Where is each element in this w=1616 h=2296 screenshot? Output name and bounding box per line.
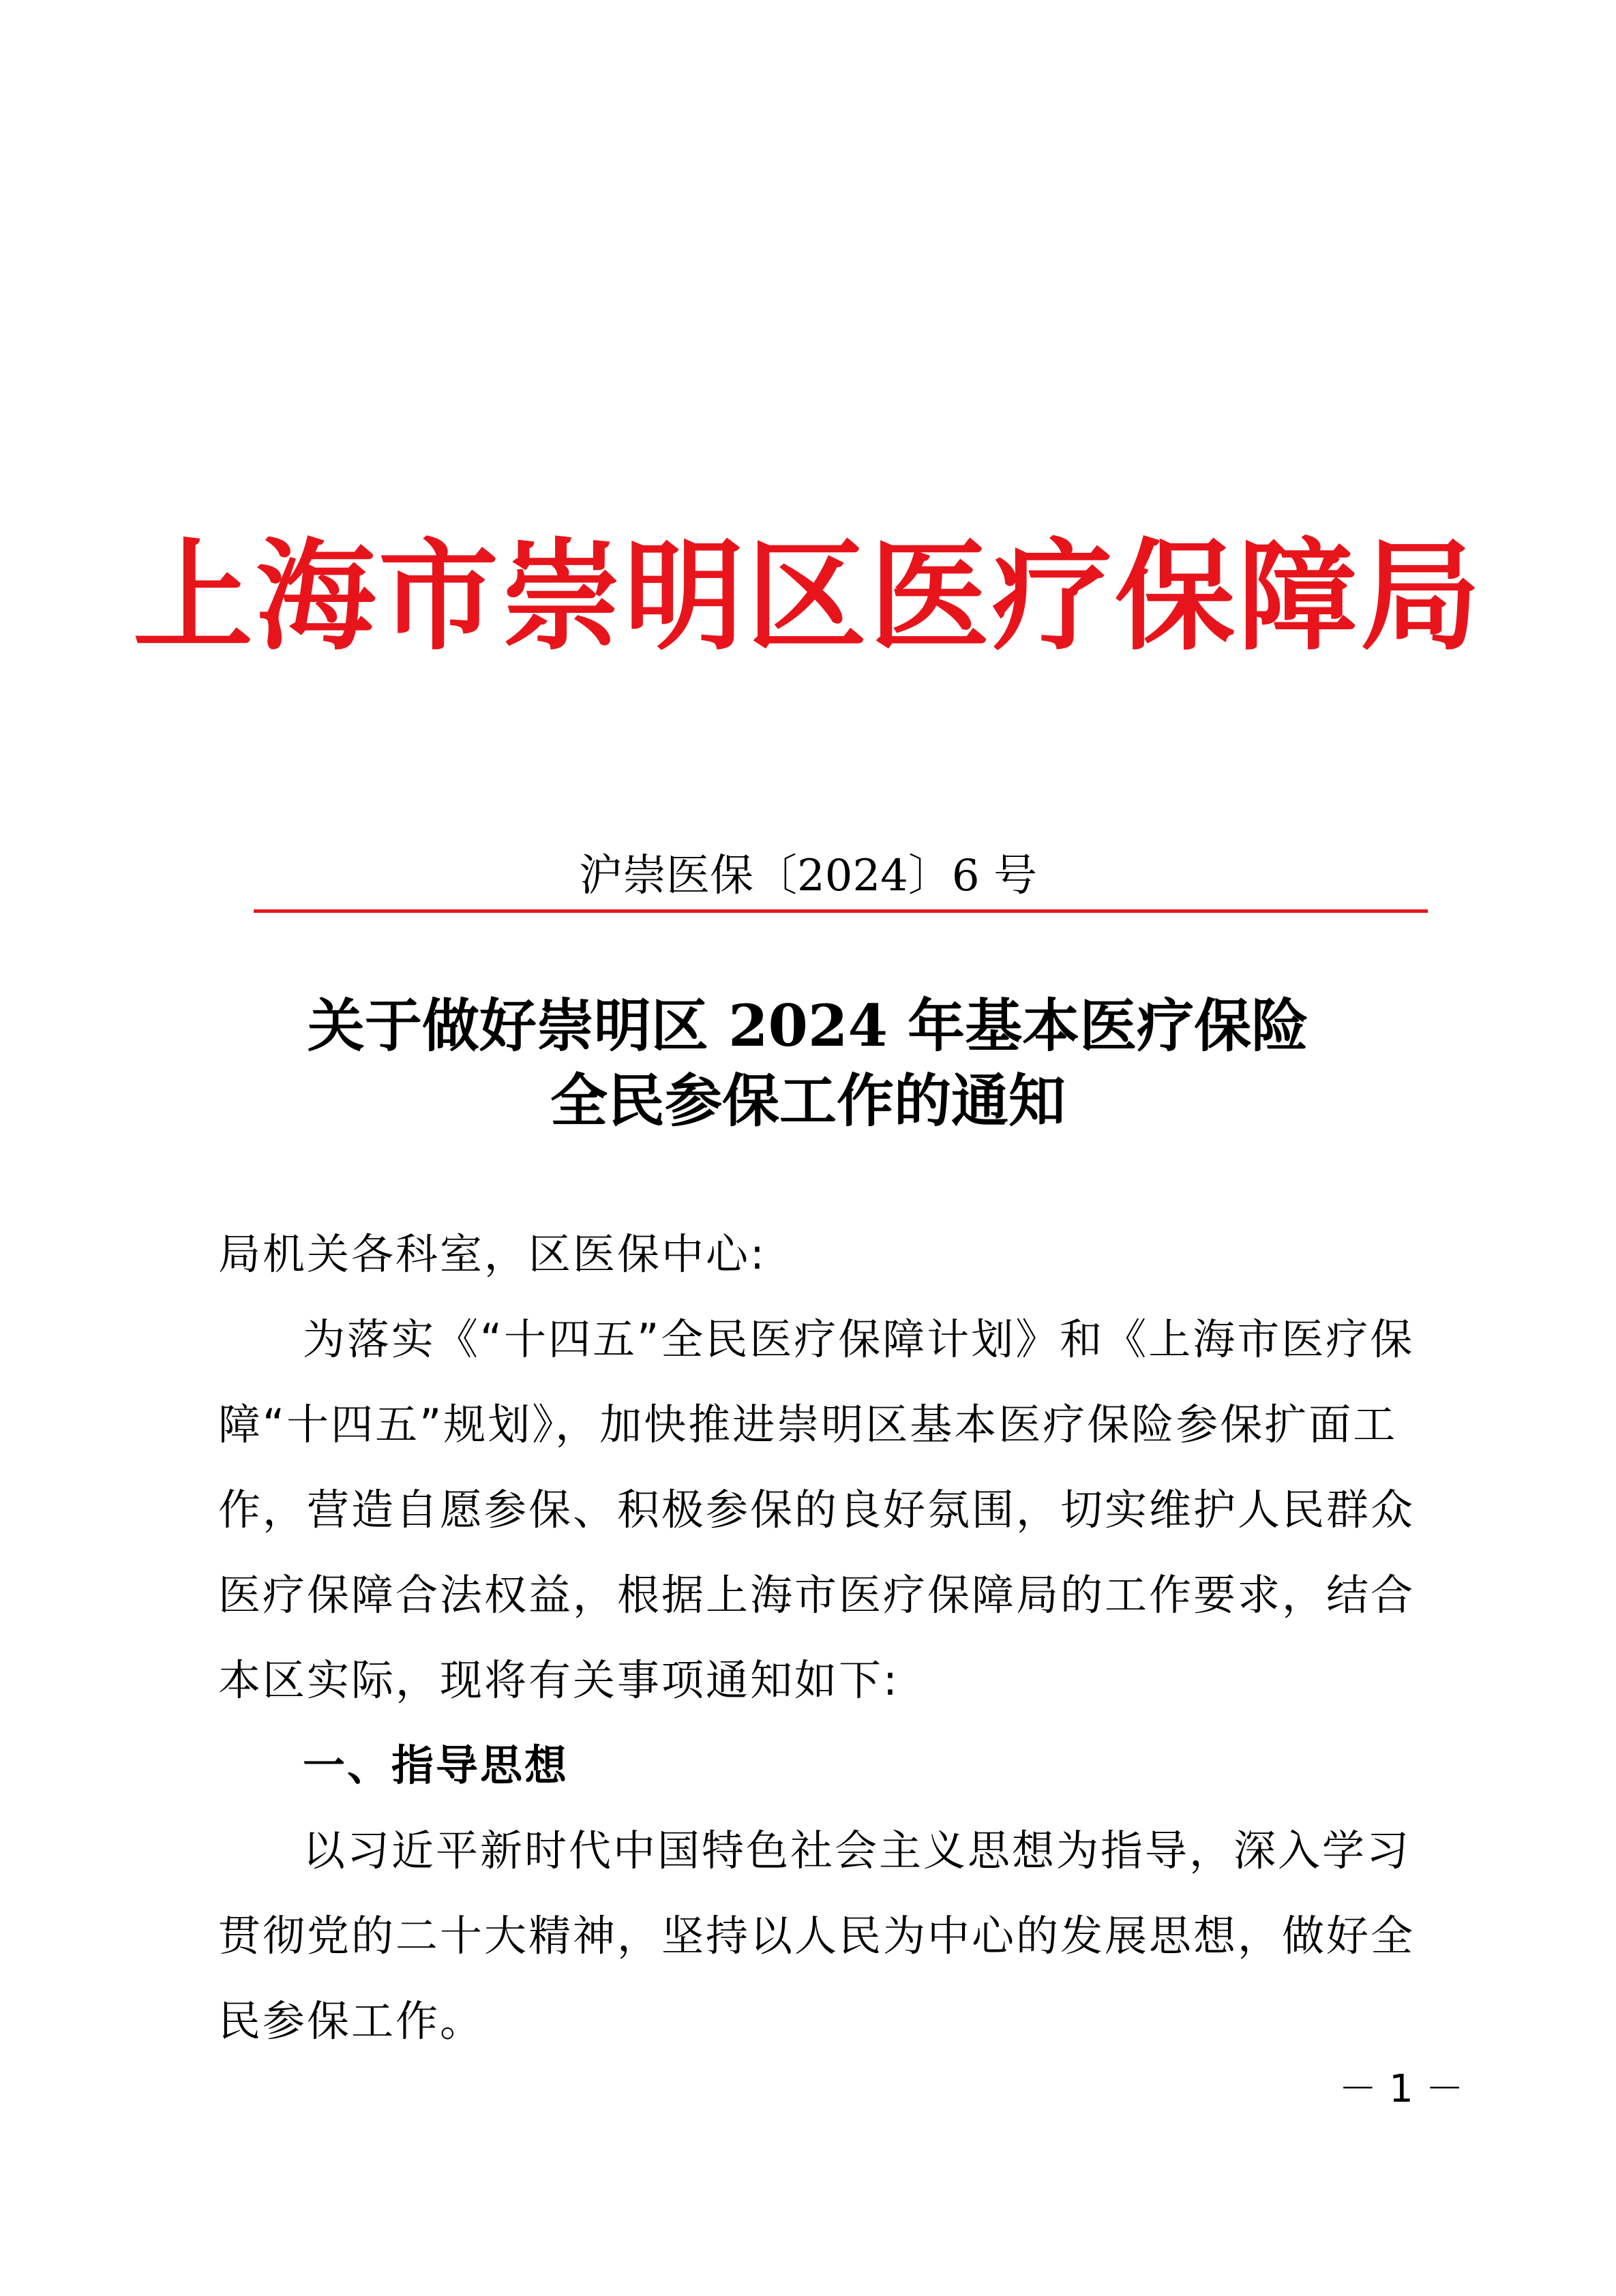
paragraph-2-line: 以习近平新时代中国特色社会主义思想为指导，深入学习: [303, 1826, 1411, 1875]
paragraph-1-line: 障“十四五”规划》，加快推进崇明区基本医疗保险参保扩面工: [218, 1400, 1398, 1449]
paragraph-1-line: 医疗保障合法权益，根据上海市医疗保障局的工作要求，结合: [218, 1570, 1416, 1620]
paragraph-1-line: 本区实际，现将有关事项通知如下:: [218, 1655, 899, 1705]
paragraph-1-line: 为落实《“十四五”全民医疗保障计划》和《上海市医疗保: [303, 1314, 1415, 1364]
agency-header: 上海市崇明区医疗保障局: [132, 526, 1483, 667]
section-heading-guiding-thought: 一、指导思想: [303, 1740, 569, 1790]
paragraph-2-line: 贯彻党的二十大精神，坚持以人民为中心的发展思想，做好全: [218, 1911, 1416, 1961]
document-title-line-1: 关于做好崇明区 2024 年基本医疗保险: [307, 992, 1309, 1059]
page-number: － 1 －: [1338, 2067, 1464, 2111]
document-title-line-2: 全民参保工作的通知: [550, 1067, 1066, 1134]
red-divider-rule: [254, 909, 1428, 913]
salutation: 局机关各科室，区医保中心:: [218, 1229, 766, 1279]
document-number: 沪崇医保〔2024〕6 号: [579, 851, 1037, 901]
paragraph-1-line: 作，营造自愿参保、积极参保的良好氛围，切实维护人民群众: [218, 1485, 1416, 1535]
paragraph-2-line: 民参保工作。: [218, 1996, 485, 2046]
